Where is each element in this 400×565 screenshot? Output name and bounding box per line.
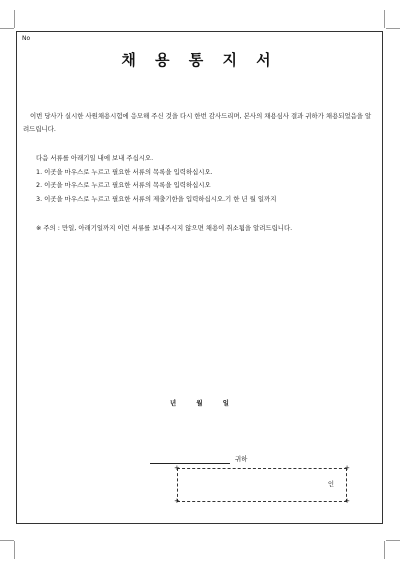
document-list-item-1[interactable]: 1. 이곳을 마우스로 누르고 필요한 서류의 목록을 입력하십시오. [36, 168, 213, 176]
crop-mark-bottom-left [14, 541, 15, 559]
date-line: 년 월 일 [170, 399, 229, 407]
document-list-item-3[interactable]: 3. 이곳을 마우스로 누르고 필요한 서류의 제출기한을 입력하십시오.기 한 년 월 일까지 [36, 195, 277, 203]
recipient-suffix: 귀하 [235, 455, 248, 463]
document-number-label: No [22, 35, 31, 42]
corner-mark-icon: + [174, 497, 180, 505]
corner-mark-icon: + [174, 464, 180, 472]
crop-mark-bottom-right-h [386, 540, 400, 541]
sender-box[interactable] [174, 464, 350, 505]
instruction-line: 다음 서류를 아래기일 내에 보내 주십시오. [36, 154, 154, 162]
crop-mark-bottom-left-h [0, 540, 14, 541]
crop-mark-top-right [384, 10, 385, 28]
corner-mark-icon: + [344, 464, 350, 472]
seal-label: 인 [327, 480, 334, 488]
document-title: 채 용 통 지 서 [121, 51, 278, 69]
crop-mark-top-right-h [386, 28, 400, 29]
intro-paragraph: 이번 당사가 실시한 사원채용시험에 응모해 주신 것을 다시 한번 감사드리며, 본사의 채용심사 결과 귀하가 채용되었음을 알려드립니다. [23, 112, 372, 133]
crop-mark-top-left [14, 10, 15, 28]
document-list-item-2[interactable]: 2. 이곳을 마우스로 누르고 필요한 서류의 목록을 입력하십시오 [36, 181, 211, 189]
crop-mark-top-left-h [0, 28, 14, 29]
cancellation-note: ※ 주의 : 만일, 아래기일까지 이런 서류를 보내주시지 않으면 채용이 취소됨을 알려드립니다. [36, 224, 293, 232]
recipient-name-field[interactable] [150, 458, 230, 464]
crop-mark-bottom-right [384, 541, 385, 559]
document-frame [16, 31, 383, 524]
corner-mark-icon: + [344, 497, 350, 505]
